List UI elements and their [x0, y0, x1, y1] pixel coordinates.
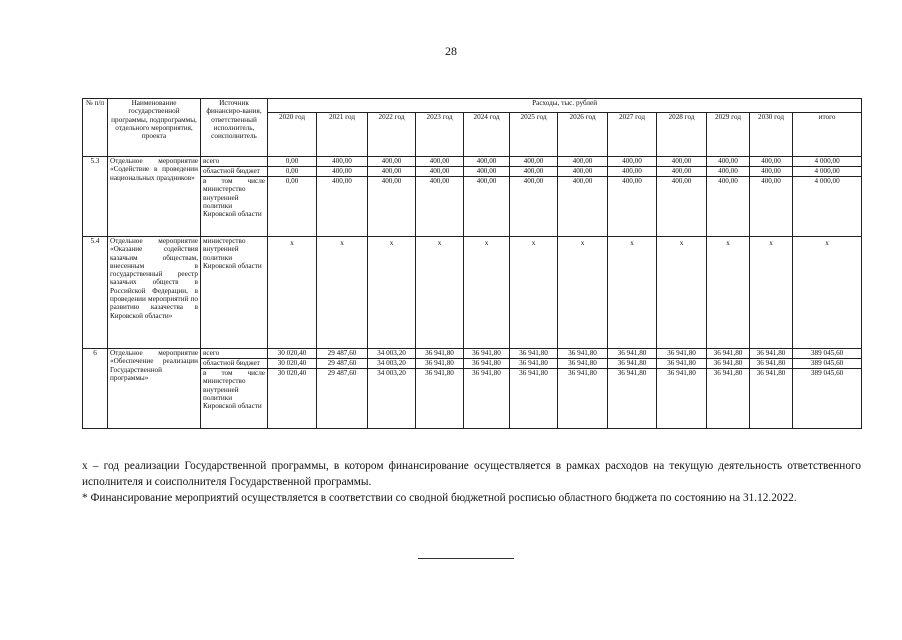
value-cell: 36 941,80	[657, 349, 707, 359]
value-cell: 29 487,60	[317, 349, 368, 359]
header-year: 2025 год	[510, 113, 558, 157]
value-cell: 400,00	[317, 157, 368, 167]
footnote-asterisk: * Финансирование мероприятий осуществляется в соответствии со сводной бюджетной росписью областного бюджета по состоянию на 31.12.2022.	[82, 492, 797, 505]
value-cell: 36 941,80	[558, 369, 608, 429]
header-year: 2027 год	[608, 113, 657, 157]
value-cell: 400,00	[510, 167, 558, 177]
header-year: 2026 год	[558, 113, 608, 157]
value-cell: 36 941,80	[707, 349, 750, 359]
value-cell: 400,00	[750, 167, 793, 177]
header-year: 2024 год	[464, 113, 510, 157]
value-cell: х	[268, 237, 317, 349]
value-cell: х	[317, 237, 368, 349]
header-num: № п/п	[83, 99, 108, 157]
value-cell: 400,00	[464, 177, 510, 237]
header-year-total: итого	[793, 113, 862, 157]
value-cell: 30 020,40	[268, 349, 317, 359]
value-cell: 0,00	[268, 157, 317, 167]
header-year: 2021 год	[317, 113, 368, 157]
header-source: Источник финансиро-вания, ответственный исполнитель, соисполнитель	[201, 99, 268, 157]
value-cell: 36 941,80	[510, 369, 558, 429]
value-cell: 400,00	[510, 157, 558, 167]
value-cell: 36 941,80	[416, 349, 464, 359]
value-cell: 30 020,40	[268, 359, 317, 369]
value-total-cell: 4 000,00	[793, 167, 862, 177]
value-cell: 36 941,80	[464, 369, 510, 429]
funding-source: областной бюджет	[201, 167, 268, 177]
value-total-cell: 4 000,00	[793, 177, 862, 237]
value-cell: 400,00	[608, 177, 657, 237]
value-cell: 400,00	[558, 177, 608, 237]
value-cell: 36 941,80	[608, 359, 657, 369]
value-cell: 36 941,80	[750, 369, 793, 429]
value-cell: 400,00	[750, 177, 793, 237]
value-cell: 400,00	[416, 157, 464, 167]
value-cell: х	[416, 237, 464, 349]
footnotes	[82, 458, 861, 506]
value-cell: 36 941,80	[416, 359, 464, 369]
funding-source: всего	[201, 157, 268, 167]
activity-name: Отдельное мероприятие «Оказание содействия казачьим обществам, внесенным в государственный реестр казачьих обществ в Российской Федерации, в проведении мероприятий по развитию казачества в Кировской области»	[108, 237, 201, 349]
value-cell: 400,00	[707, 167, 750, 177]
page-number: 28	[445, 44, 457, 58]
row-number: 5.3	[83, 157, 108, 237]
value-cell: 36 941,80	[608, 369, 657, 429]
value-cell: 400,00	[368, 157, 416, 167]
funding-source: в том числе министерство внутренней политики Кировской области	[201, 177, 268, 237]
value-cell: х	[707, 237, 750, 349]
funding-source: всего	[201, 349, 268, 359]
value-cell: 400,00	[416, 167, 464, 177]
budget-table-body	[83, 157, 862, 429]
value-total-cell: х	[793, 237, 862, 349]
value-cell: 34 003,20	[368, 359, 416, 369]
table-row	[83, 237, 862, 349]
value-cell: 400,00	[608, 167, 657, 177]
value-cell: х	[558, 237, 608, 349]
value-cell: 400,00	[510, 177, 558, 237]
value-cell: 36 941,80	[657, 359, 707, 369]
value-cell: 400,00	[657, 177, 707, 237]
value-cell: 36 941,80	[707, 369, 750, 429]
value-total-cell: 389 045,60	[793, 359, 862, 369]
separator-line	[418, 558, 514, 559]
value-cell: 36 941,80	[608, 349, 657, 359]
funding-source: министерство внутренней политики Кировской области	[201, 237, 268, 349]
value-cell: 400,00	[657, 167, 707, 177]
activity-name: Отдельное мероприятие «Обеспечение реализации Государственной программы»	[108, 349, 201, 429]
table-row	[83, 157, 862, 167]
value-total-cell: 389 045,60	[793, 369, 862, 429]
value-cell: х	[510, 237, 558, 349]
value-cell: 400,00	[707, 177, 750, 237]
budget-table	[82, 98, 862, 429]
value-cell: 34 003,20	[368, 349, 416, 359]
header-year: 2030 год	[750, 113, 793, 157]
header-year: 2023 год	[416, 113, 464, 157]
value-cell: 400,00	[558, 157, 608, 167]
value-cell: 34 003,20	[368, 369, 416, 429]
value-cell: 29 487,60	[317, 369, 368, 429]
value-cell: 36 941,80	[510, 359, 558, 369]
value-cell: 36 941,80	[750, 349, 793, 359]
value-cell: 400,00	[317, 167, 368, 177]
value-cell: х	[368, 237, 416, 349]
value-cell: 36 941,80	[558, 359, 608, 369]
header-year: 2029 год	[707, 113, 750, 157]
value-cell: 36 941,80	[464, 349, 510, 359]
row-number: 5.4	[83, 237, 108, 349]
funding-source: областной бюджет	[201, 359, 268, 369]
header-year: 2022 год	[368, 113, 416, 157]
value-cell: 400,00	[608, 157, 657, 167]
header-name: Наименование государственной программы, подпрограммы, отдельного мероприятия, проекта	[108, 99, 201, 157]
value-cell: 29 487,60	[317, 359, 368, 369]
value-cell: 36 941,80	[558, 349, 608, 359]
value-total-cell: 389 045,60	[793, 349, 862, 359]
value-cell: 36 941,80	[464, 359, 510, 369]
value-cell: 400,00	[464, 157, 510, 167]
value-total-cell: 4 000,00	[793, 157, 862, 167]
value-cell: 36 941,80	[416, 369, 464, 429]
value-cell: х	[608, 237, 657, 349]
value-cell: 400,00	[707, 157, 750, 167]
value-cell: х	[657, 237, 707, 349]
value-cell: 36 941,80	[707, 359, 750, 369]
value-cell: 400,00	[317, 177, 368, 237]
activity-name: Отдельное мероприятие «Содействие в проведении национальных праздников»	[108, 157, 201, 237]
value-cell: 400,00	[750, 157, 793, 167]
table-row	[83, 349, 862, 359]
header-year: 2020 год	[268, 113, 317, 157]
value-cell: 36 941,80	[657, 369, 707, 429]
value-cell: 400,00	[368, 177, 416, 237]
value-cell: 400,00	[464, 167, 510, 177]
value-cell: 30 020,40	[268, 369, 317, 429]
value-cell: 36 941,80	[510, 349, 558, 359]
row-number: 6	[83, 349, 108, 429]
value-cell: 400,00	[368, 167, 416, 177]
value-cell: 0,00	[268, 177, 317, 237]
value-cell: х	[464, 237, 510, 349]
header-expenses: Расходы, тыс. рублей	[268, 99, 862, 113]
funding-source: в том числе министерство внутренней политики Кировской области	[201, 369, 268, 429]
value-cell: 36 941,80	[750, 359, 793, 369]
value-cell: 400,00	[416, 177, 464, 237]
value-cell: 400,00	[657, 157, 707, 167]
header-year: 2028 год	[657, 113, 707, 157]
value-cell: х	[750, 237, 793, 349]
value-cell: 400,00	[558, 167, 608, 177]
value-cell: 0,00	[268, 167, 317, 177]
footnote-x: х – год реализации Государственной программы, в котором финансирование осуществляется в рамках расходов на текущую деятельность ответственного исполнителя и соисполнителя Государственной программы.	[82, 460, 861, 489]
